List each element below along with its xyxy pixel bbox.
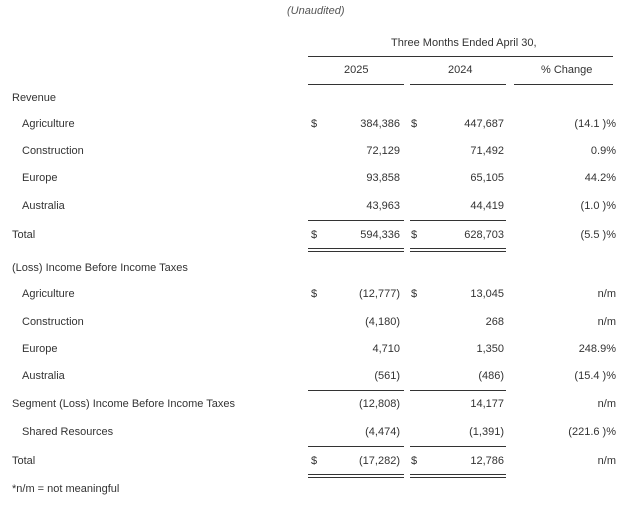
value-2024: 268 <box>485 316 504 328</box>
value-2024: 71,492 <box>470 145 504 157</box>
row-label: Construction <box>22 145 84 157</box>
row-label: Total <box>12 455 36 467</box>
row-label: Australia <box>22 370 65 382</box>
value-2024: 14,177 <box>470 398 504 410</box>
value-2025: 72,129 <box>366 145 400 157</box>
value-2025: 93,858 <box>366 172 400 184</box>
row-label: Australia <box>22 200 65 212</box>
value-2025: 384,386 <box>360 118 400 130</box>
value-2025: (12,777) <box>359 288 400 300</box>
table-row-revenue-construction <box>0 145 638 163</box>
table-row-revenue-total <box>0 229 638 247</box>
value-2024: 1,350 <box>476 343 504 355</box>
percent-change: (1.0 )% <box>580 200 616 212</box>
table-row-revenue-agriculture <box>0 118 638 136</box>
currency-symbol: $ <box>411 229 418 241</box>
percent-change: n/m <box>597 316 616 328</box>
column-header-2025: 2025 <box>344 64 369 76</box>
currency-symbol: $ <box>311 288 318 300</box>
period-rule <box>308 56 613 57</box>
percent-change: n/m <box>597 288 616 300</box>
value-2025: 4,710 <box>372 343 400 355</box>
value-2025: (561) <box>374 370 400 382</box>
header-rule-2024 <box>410 84 506 85</box>
column-header-change: % Change <box>541 64 593 76</box>
row-label: Agriculture <box>22 118 75 130</box>
value-2024: 12,786 <box>470 455 504 467</box>
table-row-income-total <box>0 455 638 473</box>
currency-symbol: $ <box>411 118 418 130</box>
percent-change: n/m <box>597 398 616 410</box>
income-total-rule-2024 <box>410 446 506 447</box>
income-total-rule-2025 <box>308 446 404 447</box>
row-label: Europe <box>22 343 58 355</box>
percent-change: (221.6 )% <box>568 426 616 438</box>
value-2025: 43,963 <box>366 200 400 212</box>
percent-change: n/m <box>597 455 616 467</box>
percent-change: (5.5 )% <box>580 229 616 241</box>
row-label: Agriculture <box>22 288 75 300</box>
subtotal-rule-2024 <box>410 220 506 221</box>
value-2025: (12,808) <box>359 398 400 410</box>
segment-rule-2024 <box>410 390 506 391</box>
row-label: Shared Resources <box>22 426 114 438</box>
row-label: Construction <box>22 316 84 328</box>
unaudited-note: (Unaudited) <box>287 5 345 17</box>
value-2024: (1,391) <box>469 426 504 438</box>
currency-symbol: $ <box>311 455 318 467</box>
income-total-double-rule-2024 <box>410 474 506 478</box>
row-label: Segment (Loss) Income Before Income Taxes <box>12 398 235 410</box>
value-2024: 13,045 <box>470 288 504 300</box>
period-header: Three Months Ended April 30, <box>391 37 537 49</box>
value-2024: 65,105 <box>470 172 504 184</box>
table-row-income-europe <box>0 343 638 361</box>
currency-symbol: $ <box>311 118 318 130</box>
value-2024: 628,703 <box>464 229 504 241</box>
table-row-revenue-europe <box>0 172 638 190</box>
income-total-double-rule-2025 <box>308 474 404 478</box>
table-row-revenue-australia <box>0 200 638 218</box>
value-2025: (4,474) <box>365 426 400 438</box>
currency-symbol: $ <box>311 229 318 241</box>
value-2025: (17,282) <box>359 455 400 467</box>
percent-change: (15.4 )% <box>574 370 616 382</box>
table-row-segment-income <box>0 398 638 416</box>
table-row-income-construction <box>0 316 638 334</box>
footnote: *n/m = not meaningful <box>12 483 120 495</box>
segment-rule-2025 <box>308 390 404 391</box>
percent-change: (14.1 )% <box>574 118 616 130</box>
header-rule-2025 <box>308 84 404 85</box>
total-double-rule-2025 <box>308 248 404 252</box>
currency-symbol: $ <box>411 288 418 300</box>
value-2025: 594,336 <box>360 229 400 241</box>
section-title-income: (Loss) Income Before Income Taxes <box>12 262 188 274</box>
row-label: Total <box>12 229 36 241</box>
table-row-shared-resources <box>0 426 638 444</box>
table-row-income-agriculture <box>0 288 638 306</box>
table-row-income-australia <box>0 370 638 388</box>
column-header-2024: 2024 <box>448 64 473 76</box>
currency-symbol: $ <box>411 455 418 467</box>
row-label: Europe <box>22 172 58 184</box>
subtotal-rule-2025 <box>308 220 404 221</box>
percent-change: 248.9% <box>578 343 616 355</box>
value-2024: (486) <box>478 370 504 382</box>
value-2024: 44,419 <box>470 200 504 212</box>
value-2024: 447,687 <box>464 118 504 130</box>
section-title-revenue: Revenue <box>12 92 57 104</box>
value-2025: (4,180) <box>365 316 400 328</box>
total-double-rule-2024 <box>410 248 506 252</box>
percent-change: 44.2% <box>584 172 616 184</box>
percent-change: 0.9% <box>590 145 616 157</box>
header-rule-change <box>514 84 613 85</box>
